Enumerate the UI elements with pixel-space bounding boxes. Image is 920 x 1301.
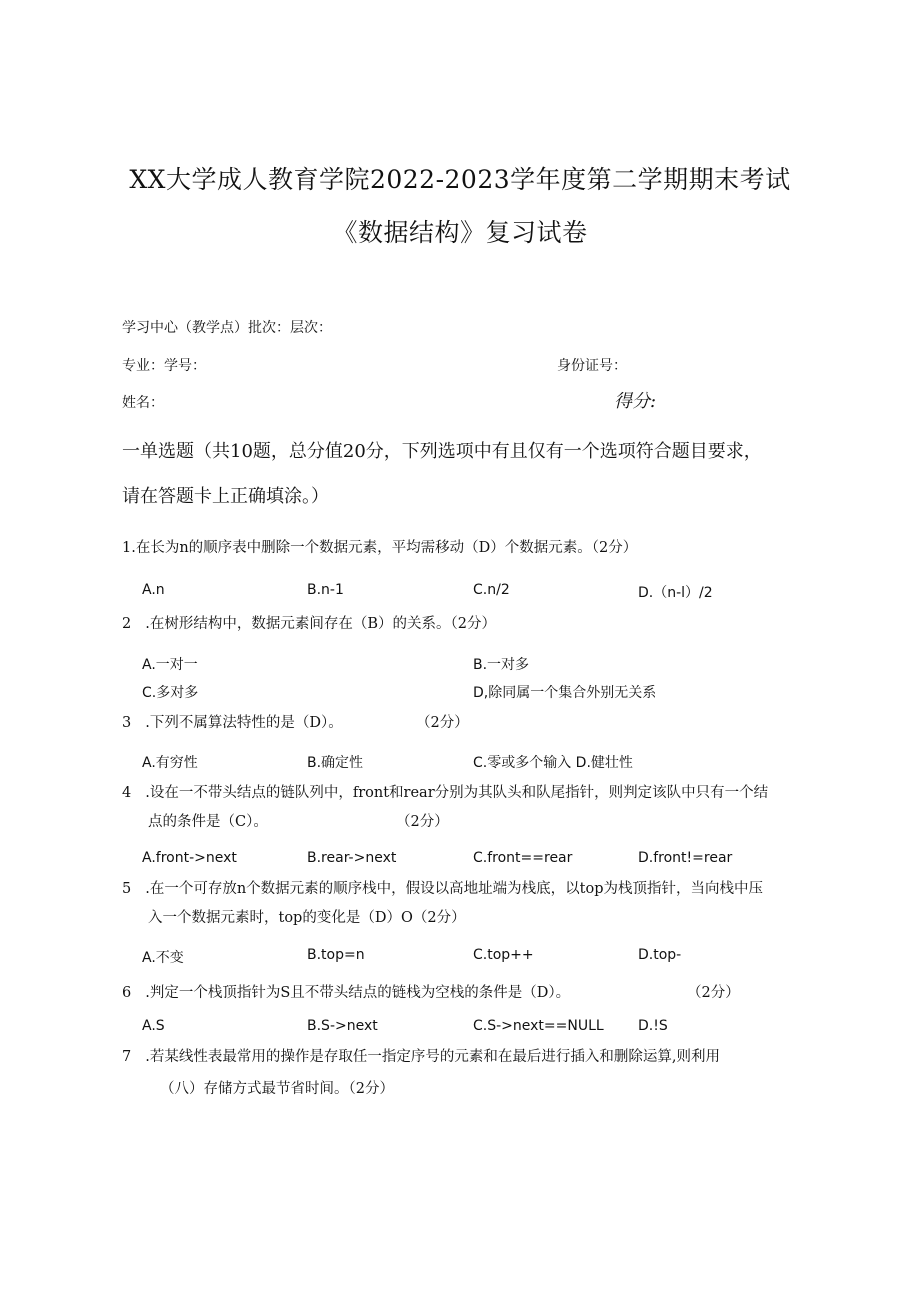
option-a: A.S: [142, 1018, 165, 1034]
option-c: C.多对多: [142, 685, 199, 701]
option-c: C.S->next==NULL: [473, 1018, 604, 1034]
question-text: .在一个可存放n个数据元素的顺序栈中，假设以高地址端为栈底，以top为栈顶指针，当向栈中压: [145, 881, 764, 897]
major-label: 专业：学号：: [122, 358, 206, 374]
option-b: B.确定性: [307, 755, 364, 771]
question-2: [122, 612, 496, 633]
option-c: C.top++: [473, 947, 534, 963]
question-7: [122, 1045, 720, 1066]
question-number: 4: [122, 785, 132, 801]
option-b: B.S->next: [307, 1018, 378, 1034]
question-text: .在树形结构中，数据元素间存在（B）的关系。（2分）: [145, 616, 496, 632]
question-text: .设在一不带头结点的链队列中，front和rear分别为其队头和队尾指针，则判定该队中只有一个结: [145, 785, 769, 801]
question-text-cont: 入一个数据元素时，top的变化是（D）O（2分）: [148, 910, 466, 926]
section-heading-cont: 请在答题卡上正确填涂。）: [122, 486, 329, 507]
question-text-cont: 点的条件是（C）。: [148, 814, 268, 830]
id-card-label: 身份证号：: [557, 358, 627, 374]
question-5: [122, 877, 763, 898]
question-text: 在长为n的顺序表中删除一个数据元素，平均需移动（D）个数据元素。（2分）: [135, 540, 638, 556]
option-c: C.n/2: [473, 582, 510, 598]
option-d: D,除同属一个集合外别无关系: [473, 685, 657, 701]
question-6: [122, 981, 570, 1002]
question-number: 2: [122, 616, 132, 632]
option-b: B.一对多: [473, 657, 530, 673]
option-c: C.front==rear: [473, 850, 573, 866]
option-d: D.front!=rear: [638, 850, 733, 866]
question-score: （2分）: [687, 985, 740, 1001]
question-score: （2分）: [416, 715, 469, 731]
question-text: .判定一个栈顶指针为S且不带头结点的链栈为空栈的条件是（D）。: [145, 985, 571, 1001]
exam-subtitle: 《数据结构》复习试卷: [332, 218, 588, 247]
study-center-label: 学习中心（教学点）批次：层次：: [122, 320, 332, 336]
section-heading: 一单选题（共10题，总分值20分，下列选项中有且仅有一个选项符合题目要求，: [122, 441, 762, 462]
option-b: B.top=n: [307, 947, 365, 963]
question-4: [122, 781, 768, 802]
question-text: .下列不属算法特性的是（D）。: [145, 715, 343, 731]
question-text-cont: （八）存储方式最节省时间。（2分）: [160, 1081, 394, 1097]
question-score: （2分）: [396, 814, 449, 830]
option-a: A.有穷性: [142, 755, 198, 771]
exam-title: XX大学成人教育学院2022-2023学年度第二学期期末考试: [129, 165, 791, 194]
question-3: [122, 711, 343, 732]
score-label: 得分:: [614, 391, 657, 412]
question-1: [122, 536, 637, 557]
option-b: B.rear->next: [307, 850, 397, 866]
option-d: D.（n-l）/2: [638, 585, 713, 601]
question-number: 1.: [122, 540, 136, 556]
question-number: 5: [122, 881, 132, 897]
name-label: 姓名：: [122, 395, 164, 411]
question-number: 7: [122, 1049, 132, 1065]
option-a: A.一对一: [142, 657, 198, 673]
question-number: 3: [122, 715, 132, 731]
option-c-d: C.零或多个输入 D.健壮性: [473, 755, 633, 771]
option-d: D.top-: [638, 947, 682, 963]
option-b: B.n-1: [307, 582, 344, 598]
question-number: 6: [122, 985, 132, 1001]
option-a: A.n: [142, 582, 165, 598]
option-a: A.front->next: [142, 850, 237, 866]
option-a: A.不变: [142, 950, 184, 966]
question-text: .若某线性表最常用的操作是存取任一指定序号的元素和在最后进行插入和删除运算,则利用: [145, 1049, 720, 1065]
option-d: D.!S: [638, 1018, 668, 1034]
